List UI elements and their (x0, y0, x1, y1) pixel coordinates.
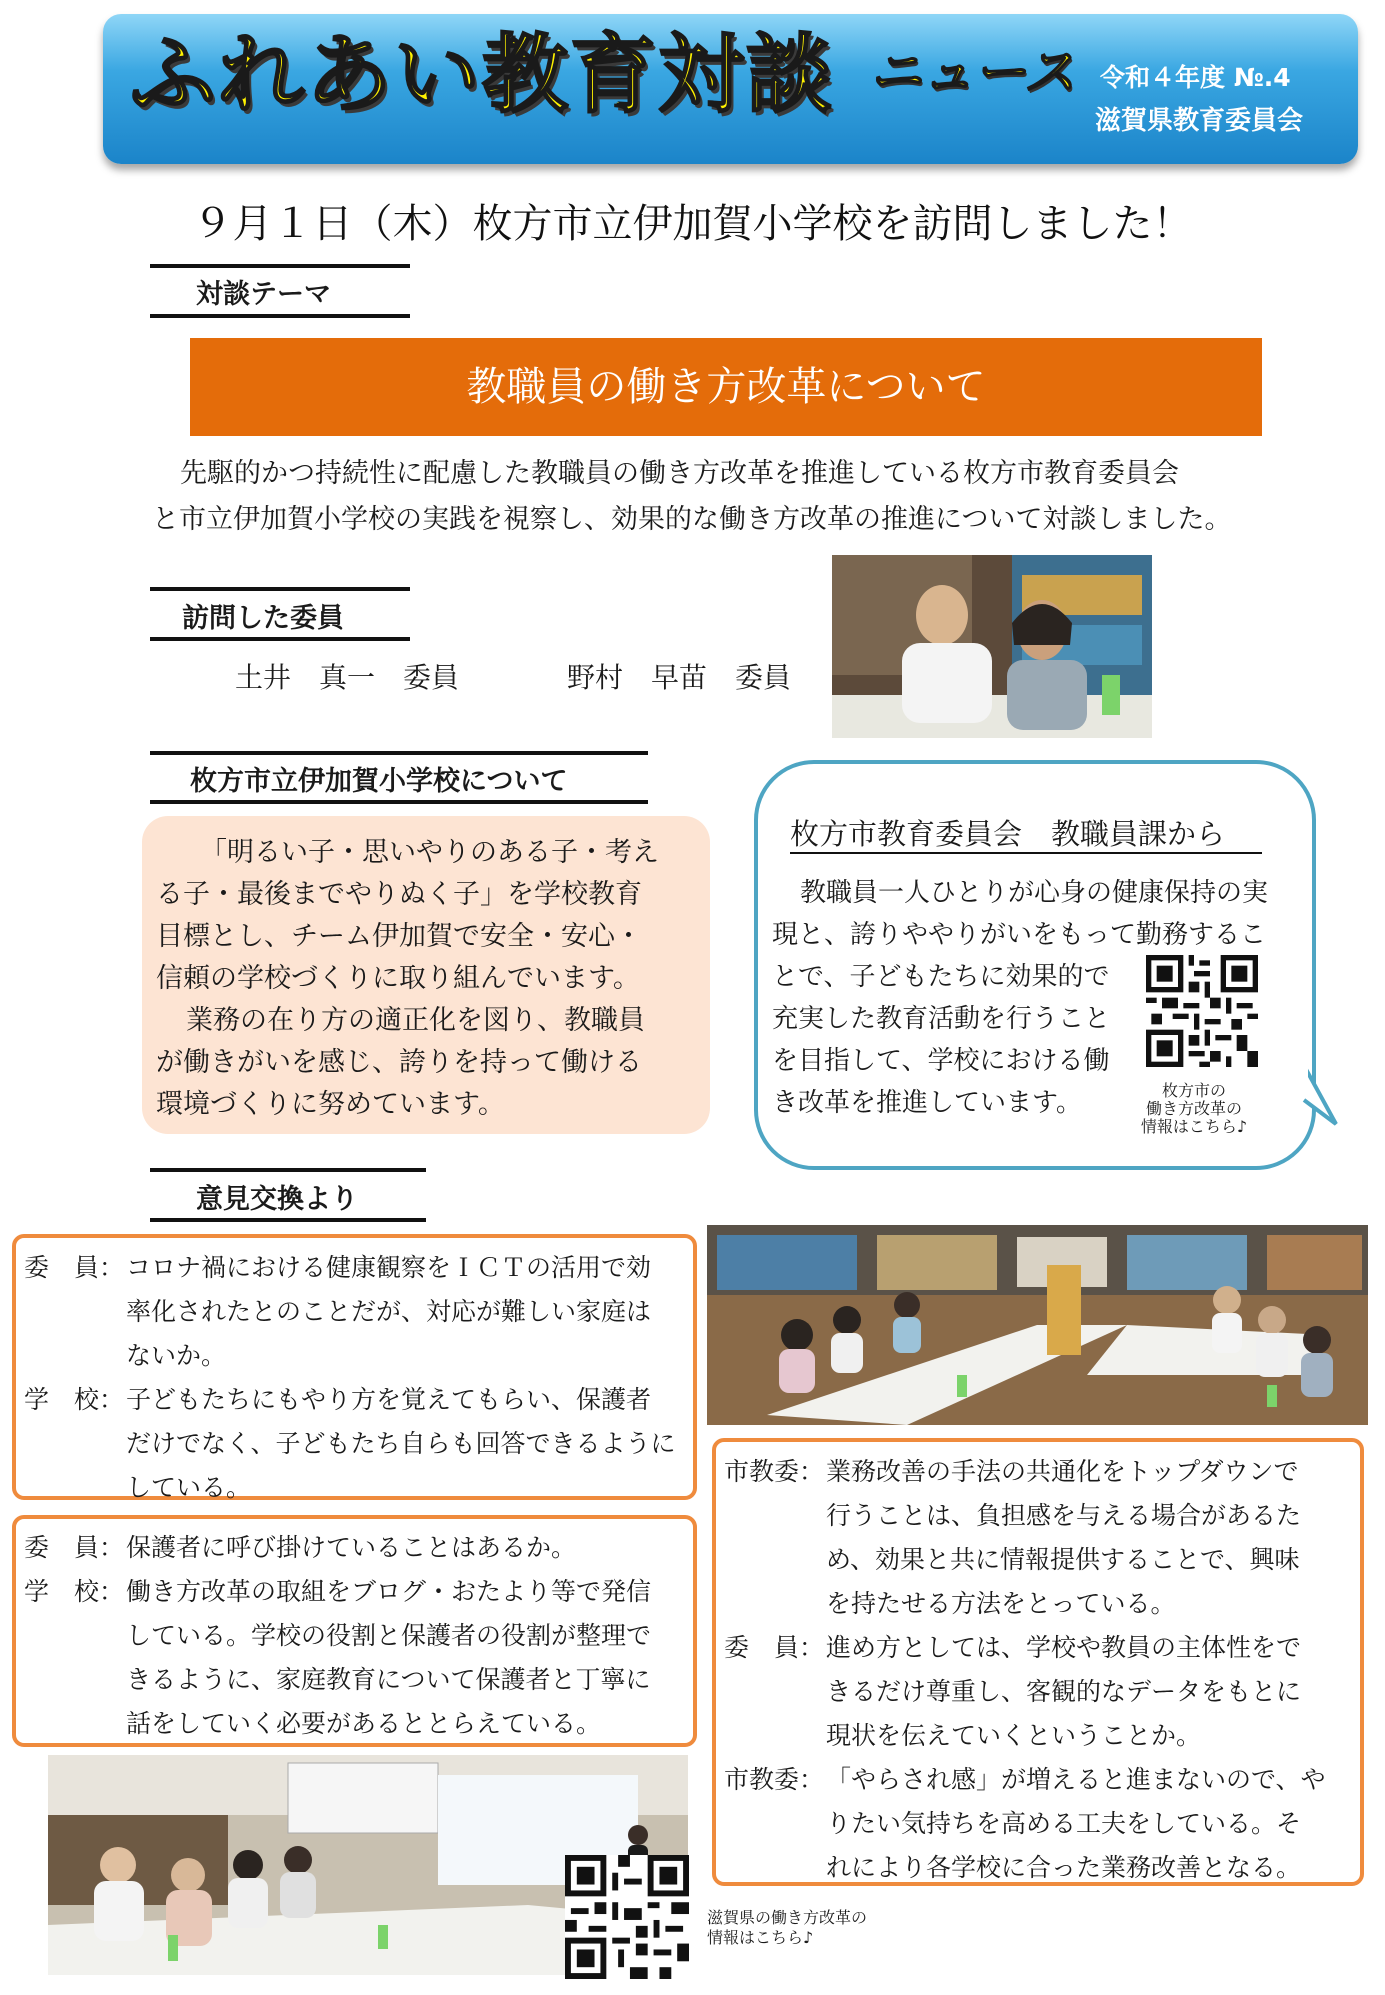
qr-caption-line: 滋賀県の働き方改革の (707, 1908, 868, 1927)
photo-library-meeting (707, 1225, 1368, 1425)
newsletter-title: ふれあい教育対談 (130, 25, 834, 125)
school-line: 環境づくりに努めています。 (156, 1089, 505, 1120)
section-rule (150, 314, 410, 318)
dialogue-line: ないか。 (126, 1341, 227, 1370)
speaker-label: 委 員： (24, 1253, 125, 1282)
section-rule (150, 637, 410, 641)
city-board-line: を目指して、学校における働 (772, 1046, 1110, 1076)
dialogue-line: りたい気持ちを高める工夫をしている。そ (826, 1809, 1302, 1838)
dialogue-line: きるように、家庭教育について保護者と丁寧に (126, 1665, 651, 1694)
city-board-title: 枚方市教育委員会 教職員課から (790, 817, 1226, 851)
school-line: 目標とし、チーム伊加賀で安全・安心・ (156, 921, 642, 952)
dialogue-line: れにより各学校に合った業務改善となる。 (826, 1853, 1302, 1882)
qr-caption-hirakata (1128, 1082, 1260, 1136)
section-label-exchange: 意見交換より (196, 1184, 358, 1215)
speaker-label: 委 員： (724, 1633, 825, 1662)
school-line: 信頼の学校づくりに取り組んでいます。 (156, 963, 640, 994)
publisher-org: 滋賀県教育委員会 (1095, 106, 1304, 136)
newsletter-subtitle: ニュース (867, 43, 1086, 103)
dialogue-line: 働き方改革の取組をブログ・おたより等で発信 (126, 1577, 652, 1606)
section-label-visitors: 訪問した委員 (182, 603, 344, 634)
qr-caption-shiga (707, 1908, 867, 1948)
section-rule (150, 1218, 426, 1222)
section-rule (150, 264, 410, 268)
speaker-label: 市教委： (724, 1765, 825, 1794)
issue-number: 令和４年度 №.4 (1100, 63, 1291, 92)
school-description-box (142, 816, 710, 1134)
dialogue-line: きるだけ尊重し、客観的なデータをもとに (826, 1677, 1302, 1706)
dialogue-line: 行うことは、負担感を与える場合があるた (826, 1501, 1302, 1530)
dialogue-line: コロナ禍における健康観察をＩＣＴの活用で効 (126, 1253, 652, 1282)
speaker-label: 学 校： (24, 1577, 125, 1606)
dialogue-line: している。学校の役割と保護者の役割が整理で (126, 1621, 652, 1650)
dialogue-line: 話をしていく必要があるととらえている。 (126, 1709, 602, 1738)
city-board-line: 教職員一人ひとりが心身の健康保持の実 (800, 878, 1269, 908)
city-board-line: とで、子どもたちに効果的で (772, 962, 1110, 992)
section-rule (150, 1168, 426, 1172)
section-label-theme: 対談テーマ (196, 279, 331, 310)
dialogue-line: している。 (126, 1473, 252, 1502)
section-rule (150, 800, 648, 804)
dialogue-line: 「やらされ感」が増えると進まないので、や (826, 1765, 1326, 1794)
intro-line: 先駆的かつ持続性に配慮した教職員の働き方改革を推進している枚方市教育委員会 (180, 458, 1179, 489)
dialogue-line: 子どもたちにもやり方を覚えてもらい、保護者 (126, 1385, 652, 1414)
speaker-label: 市教委： (724, 1457, 825, 1486)
qr-caption-line: 情報はこちら♪ (1140, 1117, 1248, 1136)
section-rule (150, 587, 410, 591)
theme-title-bar: 教職員の働き方改革について (190, 338, 1262, 436)
school-line: 「明るい子・思いやりのある子・考え (200, 837, 659, 868)
dialogue-line: だけでなく、子どもたち自らも回答できるように (126, 1429, 676, 1458)
dialogue-line: 率化されたとのことだが、対応が難しい家庭は (126, 1297, 652, 1326)
speaker-label: 委 員： (24, 1533, 125, 1562)
city-board-line: 現と、誇りややりがいをもって勤務するこ (772, 920, 1267, 950)
photo-committee-members (832, 555, 1152, 738)
intro-line: と市立伊加賀小学校の実践を視察し、効果的な働き方改革の推進について対談しました。 (152, 504, 1232, 535)
dialogue-line: 保護者に呼び掛けていることはあるか。 (126, 1533, 577, 1562)
dialogue-line: 業務改善の手法の共通化をトップダウンで (826, 1457, 1299, 1486)
qr-caption-line: 情報はこちら♪ (707, 1928, 814, 1947)
qr-caption-line: 働き方改革の (1145, 1099, 1242, 1118)
school-line: が働きがいを感じ、誇りを持って働ける (156, 1047, 642, 1078)
city-board-line: き改革を推進しています。 (772, 1088, 1082, 1118)
dialogue-line: め、効果と共に情報提供することで、興味 (826, 1545, 1300, 1574)
dialogue-line: 現状を伝えていくということか。 (826, 1721, 1202, 1750)
school-line: る子・最後までやりぬく子」を学校教育 (156, 879, 642, 910)
page-headline: ９月１日（木）枚方市立伊加賀小学校を訪問しました！ (192, 201, 1193, 247)
speaker-label: 学 校： (24, 1385, 125, 1414)
dialogue-line: を持たせる方法をとっている。 (826, 1589, 1176, 1618)
section-label-school: 枚方市立伊加賀小学校について (190, 766, 568, 797)
section-rule (150, 751, 648, 755)
member-name: 土井 真一 委員 (235, 661, 460, 694)
member-name: 野村 早苗 委員 (567, 661, 792, 694)
title-underline (790, 852, 1262, 854)
qr-code-shiga[interactable] (565, 1855, 689, 1979)
qr-caption-line: 枚方市の (1161, 1081, 1226, 1100)
school-line: 業務の在り方の適正化を図り、教職員 (186, 1005, 645, 1036)
bubble-tail (1290, 1040, 1350, 1130)
city-board-line: 充実した教育活動を行うこと (772, 1004, 1111, 1034)
qr-code-hirakata[interactable] (1146, 955, 1258, 1067)
dialogue-line: 進め方としては、学校や教員の主体性をで (826, 1633, 1302, 1662)
